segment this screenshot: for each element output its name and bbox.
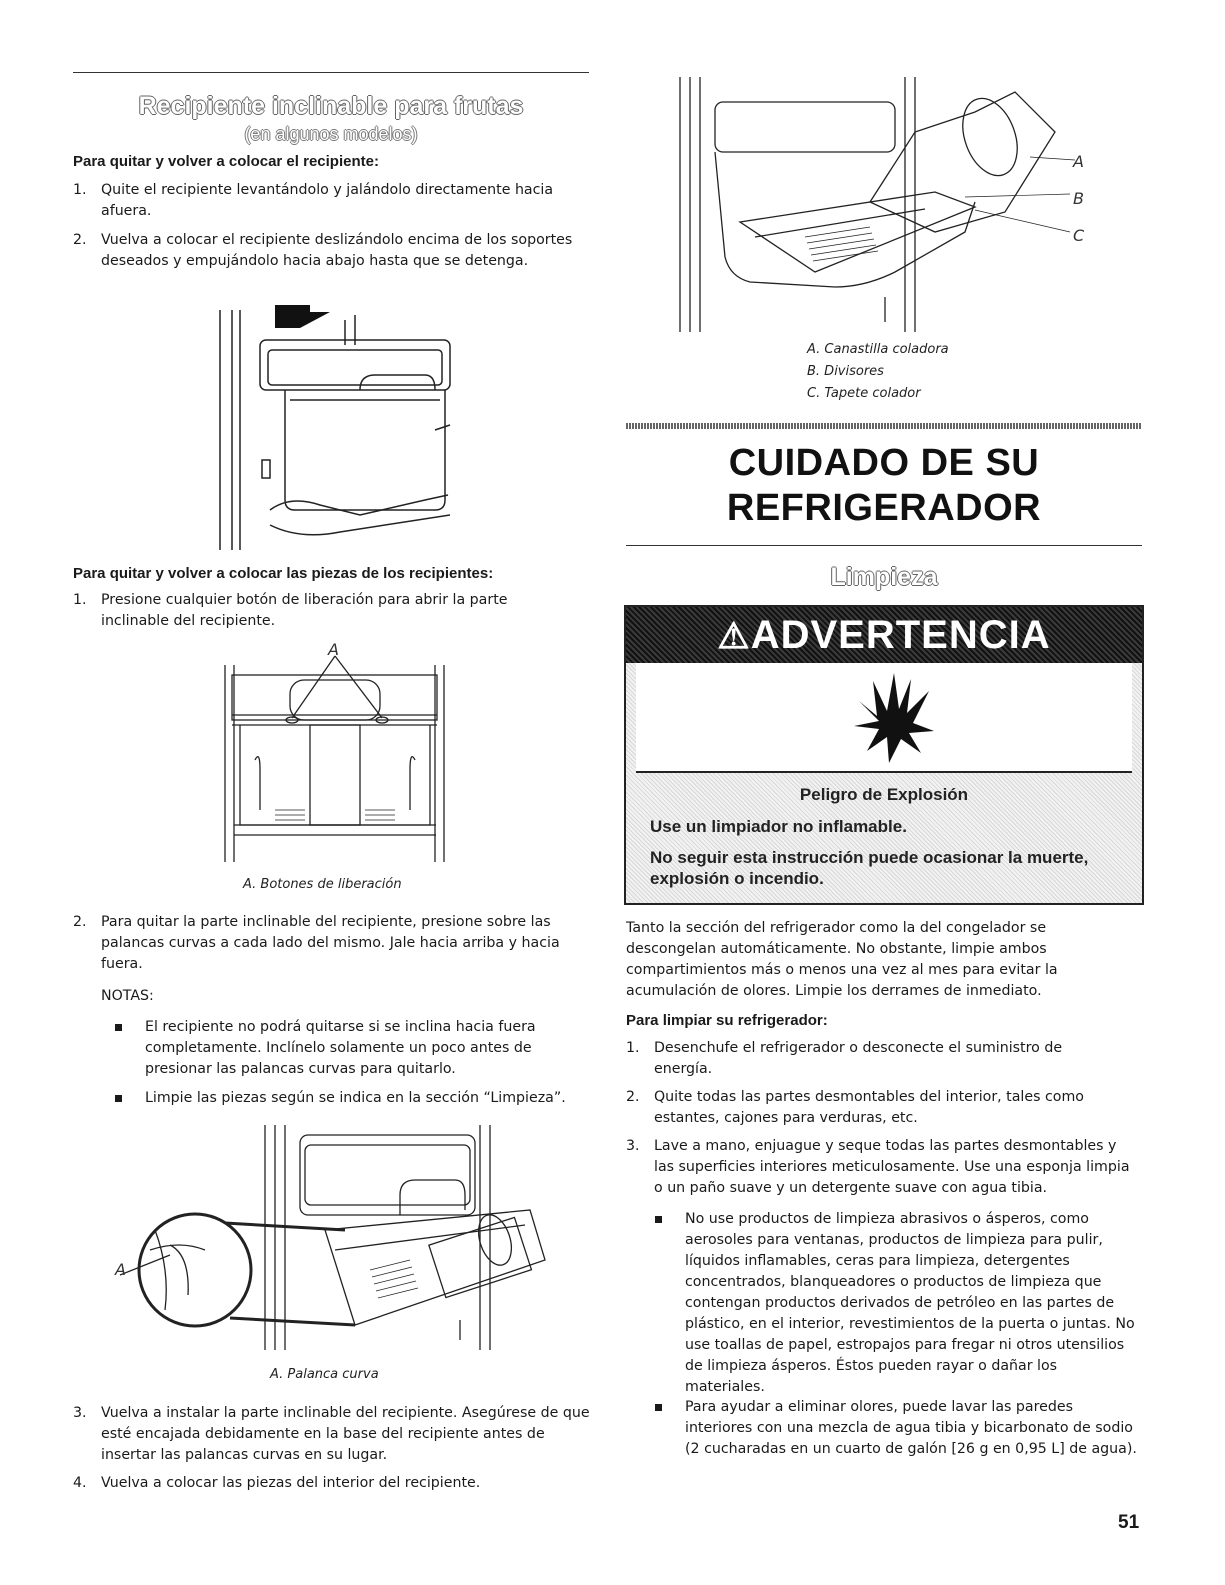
item-text: Desenchufe el refrigerador o desconecte el suministro de energía. (654, 1040, 1063, 1077)
list-item (626, 1136, 1136, 1199)
item-text: Quite el recipiente levantándolo y jalándolo directamente hacia afuera. (101, 182, 554, 219)
figure-caption-a: A. Canastilla coladora (807, 342, 949, 357)
item-number: 2. (626, 1089, 640, 1105)
list-item (73, 230, 573, 293)
bullet-marker (115, 1024, 122, 1031)
warning-header-text: ADVERTENCIA (750, 613, 1051, 657)
page-number: 51 (1118, 1512, 1140, 1533)
figure-release-buttons (220, 640, 450, 865)
list-item (73, 180, 573, 222)
list-item (73, 1403, 593, 1466)
item-text: Vuelva a colocar el recipiente deslizándolo encima de los soportes deseados y empujándolo hacia abajo hasta que se detenga. (101, 232, 573, 269)
explosion-icon (849, 671, 939, 766)
list-item (73, 590, 573, 632)
item-text: Quite todas las partes desmontables del interior, tales como estantes, cajones para verduras, etc. (654, 1089, 1084, 1126)
notes-label: NOTAS: (101, 988, 154, 1004)
figure-caption-release-buttons: A. Botones de liberación (243, 877, 402, 892)
figure-label-a: A (1073, 152, 1084, 171)
warning-line1: Use un limpiador no inflamable. (650, 817, 907, 836)
cleaning-bullet (655, 1397, 1140, 1481)
warning-line2: No seguir esta instrucción puede ocasionar la muerte, explosión o incendio. (650, 848, 1089, 888)
note-bullet (115, 1017, 575, 1080)
item-number: 3. (73, 1405, 87, 1421)
figure-caption-c: C. Tapete colador (807, 386, 921, 401)
item-number: 3. (626, 1138, 640, 1154)
bullet-marker (115, 1095, 122, 1102)
item-number: 1. (73, 592, 87, 608)
note-bullet (115, 1088, 595, 1109)
figure-label-a: A (328, 640, 339, 659)
subhead-clean-fridge: Para limpiar su refrigerador: (626, 1012, 828, 1029)
bullet-marker (655, 1404, 662, 1411)
section-title-fruit-bin: Recipiente inclinable para frutas (138, 92, 524, 120)
figure-label-b: B (1073, 189, 1084, 208)
top-rule-left (73, 72, 589, 73)
warning-header (626, 607, 1142, 663)
cleaning-intro: Tanto la sección del refrigerador como la del congelador se descongelan automáticamente. No obstante, limpie ambos compartimientos más o menos una vez al mes para evitar la acumulación de olores. Limpie los derrames de inmediato. (626, 920, 1058, 999)
section-subtitle-models: (en algunos modelos) (244, 124, 418, 144)
chapter-rule (626, 545, 1142, 546)
section-title-cleaning: Limpieza (830, 563, 938, 591)
list-item (73, 912, 593, 975)
item-text: Vuelva a instalar la parte inclinable del recipiente. Asegúrese de que esté encajada debidamente en la base del recipiente antes de insertar las palancas curvas en su lugar. (101, 1405, 590, 1463)
warning-box (624, 605, 1144, 905)
item-number: 2. (73, 232, 87, 248)
warning-triangle-icon: ⚠ (717, 615, 751, 656)
list-item (73, 1473, 593, 1494)
figure-caption-curved-lever: A. Palanca curva (270, 1367, 379, 1382)
figure-bin-removal (210, 300, 460, 555)
subhead-remove-parts: Para quitar y volver a colocar las piezas de los recipientes: (73, 565, 494, 582)
figure-curved-lever (110, 1120, 560, 1355)
bullet-text: El recipiente no podrá quitarse si se inclina hacia fuera completamente. Inclínelo solamente un poco antes de presionar las palancas curvas para quitarlo. (145, 1019, 536, 1077)
figure-label-c: C (1073, 226, 1085, 245)
chapter-title-line2: REFRIGERADOR (726, 487, 1042, 529)
item-number: 1. (626, 1040, 640, 1056)
item-text: Lave a mano, enjuague y seque todas las partes desmontables y las superficies interiores meticulosamente. Use una esponja limpia o un paño suave y un detergente suave con agua tibia. (654, 1138, 1130, 1196)
bullet-text: Para ayudar a eliminar olores, puede lavar las paredes interiores con una mezcla de agua tibia y bicarbonato de sodio (2 cucharadas en un cuarto de galón [26 g en 0,95 L] de agua). (685, 1399, 1137, 1457)
item-number: 4. (73, 1475, 87, 1491)
subhead-remove-bin: Para quitar y volver a colocar el recipiente: (73, 153, 379, 170)
item-number: 2. (73, 914, 87, 930)
list-item (626, 1087, 1116, 1129)
bullet-text: No use productos de limpieza abrasivos o ásperos, como aerosoles para ventanas, productos de limpieza para pulir, líquidos inflamables, ceras para limpieza, detergentes concentrados, blanqueadores o productos de limpieza que contengan productos derivados de petróleo en las partes de plástico, en el interior, revestimientos de la puerta o juntas. No use toallas de papel, estropajos para fregar ni otros utensilios de limpieza ásperos. Éstos pueden rayar o dañar los materiales. (685, 1211, 1135, 1395)
figure-strainer-basket (675, 72, 1095, 337)
chapter-title-line1: CUIDADO DE SU (728, 442, 1040, 484)
item-text: Vuelva a colocar las piezas del interior del recipiente. (101, 1475, 481, 1491)
figure-label-a: A (115, 1260, 126, 1279)
item-text: Para quitar la parte inclinable del recipiente, presione sobre las palancas curvas a cada lado del mismo. Jale hacia arriba y hacia fuera. (101, 914, 560, 972)
cleaning-bullet (655, 1209, 1140, 1395)
dotted-divider (626, 423, 1142, 429)
warning-icon-area (636, 663, 1132, 773)
bullet-marker (655, 1216, 662, 1223)
item-number: 1. (73, 182, 87, 198)
figure-caption-b: B. Divisores (807, 364, 884, 379)
bullet-text: Limpie las piezas según se indica en la sección “Limpieza”. (145, 1090, 566, 1106)
list-item (626, 1038, 1116, 1080)
item-text: Presione cualquier botón de liberación para abrir la parte inclinable del recipiente. (101, 592, 508, 629)
warning-hazard: Peligro de Explosión (799, 785, 969, 804)
